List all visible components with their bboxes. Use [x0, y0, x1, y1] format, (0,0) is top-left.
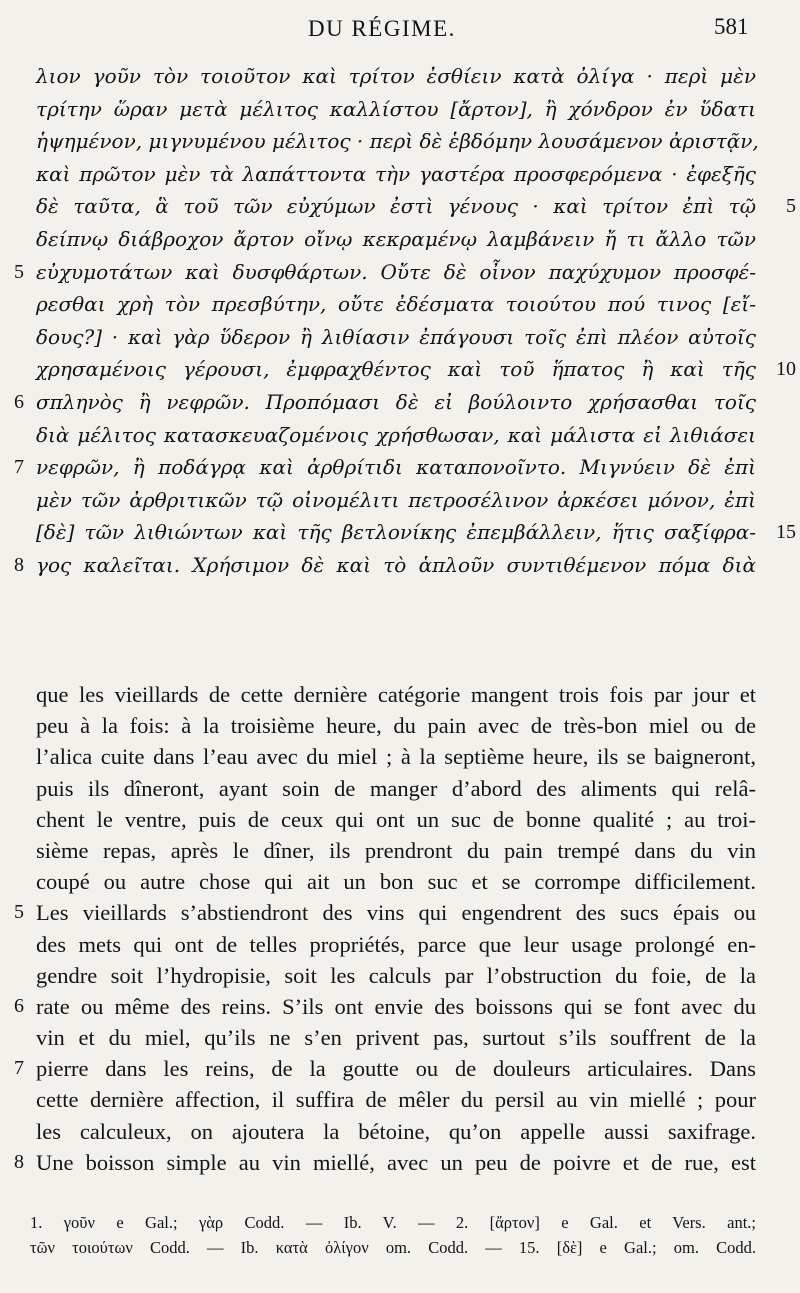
paragraph-marker: 6 [14, 390, 24, 413]
greek-line-text: σπληνὸς ἢ νεφρῶν. Προπόμασι δὲ εἰ βούλοιντο χρήσασθαι τοῖς [36, 389, 756, 414]
french-line [36, 710, 756, 741]
french-line [36, 679, 756, 710]
french-line [36, 773, 756, 804]
greek-line [36, 223, 756, 256]
french-line-text: coupé ou autre chose qui ait un bon suc et se corrompe difficilement. [36, 869, 756, 895]
french-line-text: puis ils dîneront, ayant soin de manger d’abord des aliments qui relâ- [36, 775, 756, 801]
greek-line [36, 190, 796, 223]
greek-line-text: λιον γοῦν τὸν τοιοῦτον καὶ τρίτον ἐσθίειν κατὰ ὀλίγα · περὶ μὲν [36, 64, 756, 88]
french-line-text: cette dernière affection, il suffira de mêler du persil au vin miellé ; pour [36, 1087, 756, 1113]
french-line-text: Les vieillards s’abstiendront des vins qui engendrent des sucs épais ou [36, 900, 756, 926]
french-line [36, 835, 756, 866]
greek-line-text: χρησαμένοις γέρουσι, ἐμφραχθέντος καὶ τοῦ ἥπατος ἢ καὶ τῆς [36, 357, 756, 382]
french-line [14, 1147, 756, 1178]
greek-line [14, 386, 756, 419]
greek-line-text: μὲν τῶν ἀρθριτικῶν τῷ οἰνομέλιτι πετροσέλινον ἀρκέσει μόνον, ἐπὶ [36, 487, 756, 512]
greek-line-text: καὶ πρῶτον μὲν τὰ λαπάττοντα τὴν γαστέρα προσφερόμενα · ἐφεξῆς [36, 161, 756, 186]
french-line [36, 1116, 756, 1147]
greek-line-text: δους?] · καὶ γὰρ ὕδερον ἢ λιθίασιν ἐπάγουσι τοῖς ἐπὶ πλέον αὐτοῖς [36, 324, 756, 349]
paragraph-marker: 5 [14, 901, 24, 924]
greek-line [36, 93, 756, 126]
french-line-text: vin et du miel, qu’ils ne s’en privent pas, surtout s’ils souffrent de la [36, 1025, 756, 1051]
french-line-text: gendre soit l’hydropisie, soit les calculs par l’obstruction du foie, de la [36, 962, 756, 988]
french-line [36, 1084, 756, 1115]
greek-line [36, 158, 756, 191]
french-line-text: sième repas, après le dîner, ils prendront du pain trempé dans du vin [36, 837, 756, 863]
page-number: 581 [714, 14, 749, 39]
french-line [36, 960, 756, 991]
paragraph-marker: 5 [14, 260, 24, 283]
greek-text-block [14, 60, 796, 582]
greek-line [36, 125, 759, 158]
footnotes-block [30, 1210, 756, 1260]
line-number-marker: 10 [776, 358, 796, 381]
line-number-marker: 5 [786, 195, 796, 218]
greek-line [36, 321, 756, 354]
paragraph-marker: 8 [14, 1150, 24, 1173]
greek-line-text: εὐχυμοτάτων καὶ δυσφθάρτων. Οὔτε δὲ οἶνον παχύχυμον προσφέ- [36, 259, 756, 284]
greek-line [36, 60, 756, 93]
french-line-text: des mets qui ont de telles propriétés, parce que leur usage prolongé en- [36, 931, 756, 957]
paragraph-marker: 8 [14, 553, 24, 576]
french-line-text: l’alica cuite dans l’eau avec du miel ; à la septième heure, ils se baigneront, [36, 744, 756, 770]
french-line-text: peu à la fois: à la troisième heure, du pain avec de très-bon miel ou de [36, 713, 756, 739]
greek-line-text: τρίτην ὥραν μετὰ μέλιτος καλλίστου [ἄρτον], ἢ χόνδρον ἐν ὕδατι [36, 96, 756, 121]
french-line [36, 1022, 756, 1053]
greek-line-text: γος καλεῖται. Χρήσιμον δὲ καὶ τὸ ἁπλοῦν συντιθέμενον πόμα διὰ [36, 552, 756, 577]
french-line-text: rate ou même des reins. S’ils ont envie des boissons qui se font avec du [36, 993, 756, 1019]
greek-line-text: δείπνῳ διάβροχον ἄρτον οἴνῳ κεκραμένῳ λαμβάνειν ἤ τι ἄλλο τῶν [36, 226, 756, 251]
french-line [14, 991, 756, 1022]
paragraph-marker: 6 [14, 994, 24, 1017]
greek-line [36, 288, 756, 321]
footnote-line: τῶν τοιούτων Codd. — Ib. κατὰ ὀλίγον om. Codd. — 15. [δὲ] e Gal.; om. Codd. [30, 1238, 756, 1257]
greek-line [14, 451, 756, 484]
greek-line-text: [δὲ] τῶν λιθιώντων καὶ τῆς βετλονίκης ἐπεμβάλλειν, ἥτις σαξίφρα- [36, 520, 756, 545]
greek-line [36, 419, 756, 452]
french-line [36, 929, 756, 960]
greek-line [14, 256, 756, 289]
french-line [36, 741, 756, 772]
french-line-text: les calculeux, on ajoutera la bétoine, qu’on appelle aussi saxifrage. [36, 1118, 756, 1144]
greek-line-text: ρεσθαι χρὴ τὸν πρεσβύτην, οὔτε ἐδέσματα τοιούτου πού τινος [εἴ- [36, 292, 756, 317]
french-line-text: chent le ventre, puis de ceux qui ont un suc de bonne qualité ; au troi- [36, 806, 756, 832]
line-number-marker: 15 [776, 521, 796, 544]
french-line-text: que les vieillards de cette dernière catégorie mangent trois fois par jour et [36, 682, 756, 707]
running-title: DU RÉGIME. [308, 16, 456, 41]
greek-line-text: ἡψημένον, μιγνυμένου μέλιτος · περὶ δὲ ἑβδόμην λουσάμενον ἀριστᾷν, [36, 129, 759, 154]
french-line [14, 897, 756, 928]
french-translation-block [14, 679, 756, 1178]
footnote-line: 1. γοῦν e Gal.; γὰρ Codd. — Ib. V. — 2. [ἄρτον] e Gal. et Vers. ant.; [30, 1213, 756, 1232]
paragraph-marker: 7 [14, 456, 24, 479]
greek-line [14, 549, 756, 582]
french-line [36, 804, 756, 835]
greek-line-text: δὲ ταῦτα, ἃ τοῦ τῶν εὐχύμων ἐστὶ γένους · καὶ τρίτον ἐπὶ τῷ [36, 194, 756, 219]
greek-line-text: διὰ μέλιτος κατασκευαζομένοις χρήσθωσαν, καὶ μάλιστα εἰ λιθιάσει [36, 422, 756, 447]
greek-line [36, 353, 796, 386]
greek-line [36, 516, 796, 549]
page-header [0, 14, 800, 44]
greek-line [36, 484, 756, 517]
french-line-text: Une boisson simple au vin miellé, avec un peu de poivre et de rue, est [36, 1149, 756, 1175]
greek-line-text: νεφρῶν, ἢ ποδάγρᾳ καὶ ἀρθρίτιδι καταπονοῖντο. Μιγνύειν δὲ ἐπὶ [36, 455, 756, 480]
paragraph-marker: 7 [14, 1057, 24, 1080]
french-line-text: pierre dans les reins, de la goutte ou de douleurs articulaires. Dans [36, 1056, 756, 1082]
french-line [14, 1053, 756, 1084]
french-line [36, 866, 756, 897]
